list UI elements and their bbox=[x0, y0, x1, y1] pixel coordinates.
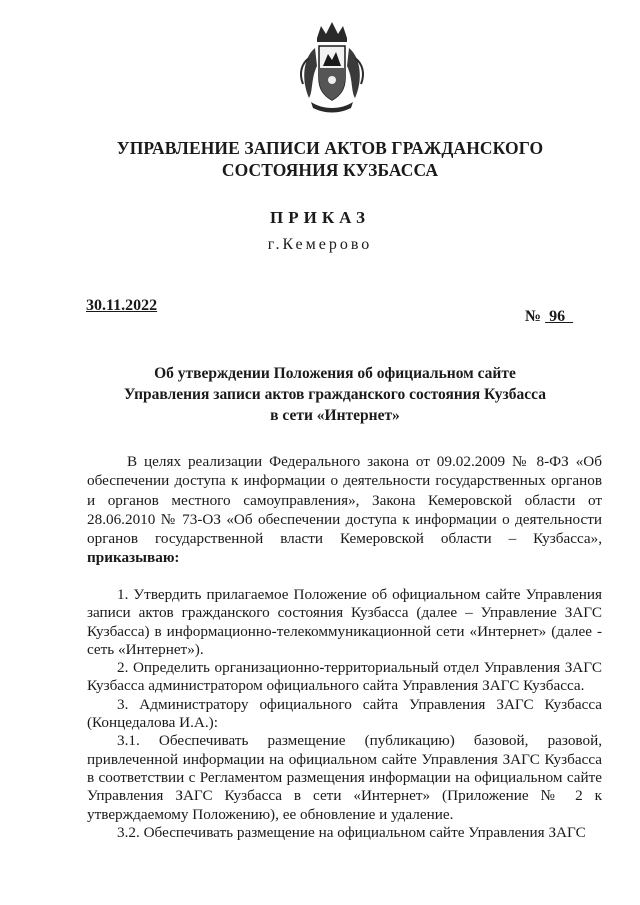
kuzbass-coat-of-arms-icon bbox=[295, 18, 369, 118]
order-item: 3.2. Обеспечивать размещение на официальном сайте Управления ЗАГС bbox=[117, 823, 586, 841]
preamble bbox=[87, 452, 602, 568]
order-item: 3.1. Обеспечивать размещение (публикацию) базовой, разовой, привлеченной информации на официальном сайте Управления ЗАГС Кузбасса в соответствии с Регламентом размещения информации на официальном сайте Управления ЗАГС Кузбасса в сети «Интернет» (Приложение № 2 к утверждаемому Положению), ее обновление и удаление. bbox=[87, 732, 602, 823]
order-date: 30.11.2022 bbox=[86, 297, 158, 314]
order-title: Об утверждении Положения об официальном сайте Управления записи актов гражданского состояния Кузбасса в сети «Интернет» bbox=[123, 365, 546, 424]
order-item: 2. Определить организационно-территориальный отдел Управления ЗАГС Кузбасса администратором официального сайта Управления ЗАГС Кузбасса. bbox=[87, 659, 602, 695]
order-item: 3. Администратору официального сайта Управления ЗАГС Кузбасса (Концедалова И.А.): bbox=[87, 695, 602, 732]
preamble-text: В целях реализации Федерального закона от 09.02.2009 № 8-ФЗ «Об обеспечении доступа к информации о деятельности государственных органов и органов местного самоуправления», Закона Кемеровской области от 28.06.2010 № 73-ОЗ «Об обеспечении доступа к информации о деятельности органов государственной власти Кемеровской области – Кузбасса», bbox=[87, 453, 602, 548]
order-item: 1. Утвердить прилагаемое Положение об официальном сайте Управления записи актов гражданского состояния Кузбасса (далее – Управление ЗАГС Кузбасса) в информационно-телекоммуникационной сети «Интернет» (далее - сеть «Интернет»). bbox=[87, 586, 602, 658]
order-word: приказываю: bbox=[87, 549, 180, 567]
order-number bbox=[525, 308, 573, 326]
number-label: № bbox=[525, 308, 542, 325]
document-city: г.Кемерово bbox=[267, 236, 373, 253]
order-items bbox=[87, 586, 602, 842]
organization-name: УПРАВЛЕНИЕ ЗАПИСИ АКТОВ ГРАЖДАНСКОГО СОСТОЯНИЯ КУЗБАССА bbox=[116, 138, 544, 180]
document-type: ПРИКАЗ bbox=[270, 208, 370, 227]
number-value: 96 bbox=[549, 308, 566, 325]
